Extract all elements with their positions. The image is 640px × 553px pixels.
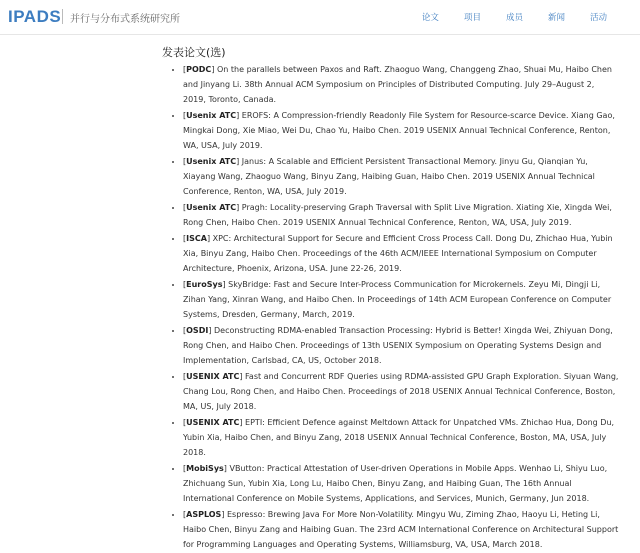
publication-item: • [USENIX ATC] EPTI: Efficient Defence against Meltdown Attack for Unpatched VMs. Zhichao Hua, Dong Du, Yubin Xia, Haibo Chen, and Binyu Zang, 2018 USENIX Annual Technical Conference, Boston, MA, USA, July 2018. (183, 415, 619, 460)
publication-text: Fast and Concurrent RDF Queries using RDMA-assisted GPU Graph Exploration. Siyuan Wang, Chang Lou, Rong Chen, and Haibo Chen. Proceedings of 2018 USENIX Annual Technical Conference, Boston, MA, US, July 2018. (183, 372, 619, 411)
publication-item: • [ISCA] XPC: Architectural Support for Secure and Efficient Cross Process Call. Dong Du, Zhichao Hua, Yubin Xia, Binyu Zang, Haibo Chen. Proceedings of the 46th ACM/IEEE International Symposium on Computer Architecture, Phoenix, Arizona, USA. June 22-26, 2019. (183, 231, 619, 276)
publication-item: • [Usenix ATC] Janus: A Scalable and Efficient Persistent Transactional Memory. Jinyu Gu, Qianqian Yu, Xiayang Wang, Zhaoguo Wang, Binyu Zang, Haibing Guan, Haibo Chen. 2019 USENIX Annual Technical Conference, Renton, WA, USA, July 2019. (183, 154, 619, 199)
publication-venue: OSDI (186, 326, 209, 335)
publication-item: • [ASPLOS] Espresso: Brewing Java For More Non-Volatility. Mingyu Wu, Ziming Zhao, Haoyu Li, Heting Li, Haibo Chen, Binyu Zang and Haibing Guan. The 23rd ACM International Conference on Architectural Support for Programming Languages and Operating Systems, Williamsburg, VA, USA, March 2018. (183, 507, 619, 552)
publication-text: SkyBridge: Fast and Secure Inter-Process Communication for Microkernels. Zeyu Mi, Dingji Li, Zihan Yang, Xinran Wang, and Haibo Chen. In Proceedings of 14th ACM European Conference on Computer Systems, Dresden, Germany, March, 2019. (183, 280, 612, 319)
publication-venue: PODC (186, 65, 212, 74)
publication-item: • [EuroSys] SkyBridge: Fast and Secure Inter-Process Communication for Microkernels. Zeyu Mi, Dingji Li, Zihan Yang, Xinran Wang, and Haibo Chen. In Proceedings of 14th ACM European Conference on Computer Systems, Dresden, Germany, March, 2019. (183, 277, 619, 322)
publication-text: Espresso: Brewing Java For More Non-Volatility. Mingyu Wu, Ziming Zhao, Haoyu Li, Heting Li, Haibo Chen, Binyu Zang and Haibing Guan. The 23rd ACM International Conference on Architectural Support for Programming Languages and Operating Systems, Williamsburg, VA, USA, March 2018. (183, 510, 619, 549)
publication-text: EPTI: Efficient Defence against Meltdown Attack for Unpatched VMs. Zhichao Hua, Dong Du, Yubin Xia, Haibo Chen, and Binyu Zang, 2018 USENIX Annual Technical Conference, Boston, MA, USA, July 2018. (183, 418, 615, 457)
publication-text: Janus: A Scalable and Efficient Persistent Transactional Memory. Jinyu Gu, Qianqian Yu, Xiayang Wang, Zhaoguo Wang, Binyu Zang, Haibing Guan, Haibo Chen. 2019 USENIX Annual Technical Conference, Renton, WA, USA, July 2019. (183, 157, 595, 196)
publication-text: XPC: Architectural Support for Secure and Efficient Cross Process Call. Dong Du, Zhichao Hua, Yubin Xia, Binyu Zang, Haibo Chen. Proceedings of the 46th ACM/IEEE International Symposium on Computer Architecture, Phoenix, Arizona, USA. June 22-26, 2019. (183, 234, 613, 273)
site-logo[interactable]: IPADS (8, 7, 62, 26)
section-title: 发表论文(选) (162, 46, 226, 59)
publication-text: Deconstructing RDMA-enabled Transaction Processing: Hybrid is Better! Xingda Wei, Zhiyuan Dong, Rong Chen, and Haibo Chen. Proceedings of 13th USENIX Symposium on Operating Systems Design and Implementation, Carlsbad, CA, US, October 2018. (183, 326, 613, 365)
publication-item: • [OSDI] Deconstructing RDMA-enabled Transaction Processing: Hybrid is Better! Xingda Wei, Zhiyuan Dong, Rong Chen, and Haibo Chen. Proceedings of 13th USENIX Symposium on Operating Systems Design and Implementation, Carlsbad, CA, US, October 2018. (183, 323, 619, 368)
publication-item: • [Usenix ATC] EROFS: A Compression-friendly Readonly File System for Resource-scarce Device. Xiang Gao, Mingkai Dong, Xie Miao, Wei Du, Chao Yu, Haibo Chen. 2019 USENIX Annual Technical Conference, Renton, WA, USA, July 2019. (183, 108, 619, 153)
institute-subtitle: 并行与分布式系统研究所 (70, 14, 180, 25)
publication-venue: EuroSys (186, 280, 223, 289)
publication-item: • [USENIX ATC] Fast and Concurrent RDF Queries using RDMA-assisted GPU Graph Exploration. Siyuan Wang, Chang Lou, Rong Chen, and Haibo Chen. Proceedings of 2018 USENIX Annual Technical Conference, Boston, MA, US, July 2018. (183, 369, 619, 414)
publication-venue: Usenix ATC (186, 203, 237, 212)
nav-item-members[interactable]: 成员 (505, 13, 523, 23)
publication-venue: ASPLOS (186, 510, 222, 519)
publication-venue: MobiSys (186, 464, 224, 473)
publication-text: EROFS: A Compression-friendly Readonly File System for Resource-scarce Device. Xiang Gao, Mingkai Dong, Xie Miao, Wei Du, Chao Yu, Haibo Chen. 2019 USENIX Annual Technical Conference, Renton, WA, USA, July 2019. (183, 111, 615, 150)
nav-item-events[interactable]: 活动 (589, 13, 607, 23)
publication-venue: USENIX ATC (186, 372, 240, 381)
publication-list (168, 62, 619, 553)
publication-venue: USENIX ATC (186, 418, 240, 427)
publication-item: • [MobiSys] VButton: Practical Attestation of User-driven Operations in Mobile Apps. Wenhao Li, Shiyu Luo, Zhichuang Sun, Yubin Xia, Long Lu, Haibo Chen, Binyu Zang, and Haibing Guan, The 16th Annual International Conference on Mobile Systems, Applications, and Services, Munich, Germany, Jun 2018. (183, 461, 619, 506)
main-nav (397, 11, 607, 23)
top-header (0, 0, 640, 35)
publication-venue: Usenix ATC (186, 111, 237, 120)
publication-venue: ISCA (186, 234, 207, 243)
publication-text: VButton: Practical Attestation of User-driven Operations in Mobile Apps. Wenhao Li, Shiyu Luo, Zhichuang Sun, Yubin Xia, Long Lu, Haibo Chen, Binyu Zang, and Haibing Guan, The 16th Annual International Conference on Mobile Systems, Applications, and Services, Munich, Germany, Jun 2018. (183, 464, 608, 503)
nav-item-news[interactable]: 新闻 (547, 13, 565, 23)
publication-item: • [PODC] On the parallels between Paxos and Raft. Zhaoguo Wang, Changgeng Zhao, Shuai Mu, Haibo Chen and Jinyang Li. 38th Annual ACM Symposium on Principles of Distributed Computing. July 29–August 2, 2019, Toronto, Canada. (183, 62, 619, 107)
nav-item-papers[interactable]: 论文 (421, 13, 439, 23)
nav-item-projects[interactable]: 项目 (463, 13, 481, 23)
logo-divider (62, 9, 63, 24)
publication-text: Pragh: Locality-preserving Graph Traversal with Split Live Migration. Xiating Xie, Xingda Wei, Rong Chen, Haibo Chen. 2019 USENIX Annual Technical Conference, Renton, WA, USA, July 2019. (183, 203, 612, 227)
publication-venue: Usenix ATC (186, 157, 237, 166)
publication-item: • [Usenix ATC] Pragh: Locality-preserving Graph Traversal with Split Live Migration. Xiating Xie, Xingda Wei, Rong Chen, Haibo Chen. 2019 USENIX Annual Technical Conference, Renton, WA, USA, July 2019. (183, 200, 619, 230)
publication-text: On the parallels between Paxos and Raft. Zhaoguo Wang, Changgeng Zhao, Shuai Mu, Haibo Chen and Jinyang Li. 38th Annual ACM Symposium on Principles of Distributed Computing. July 29–August 2, 2019, Toronto, Canada. (183, 65, 612, 104)
